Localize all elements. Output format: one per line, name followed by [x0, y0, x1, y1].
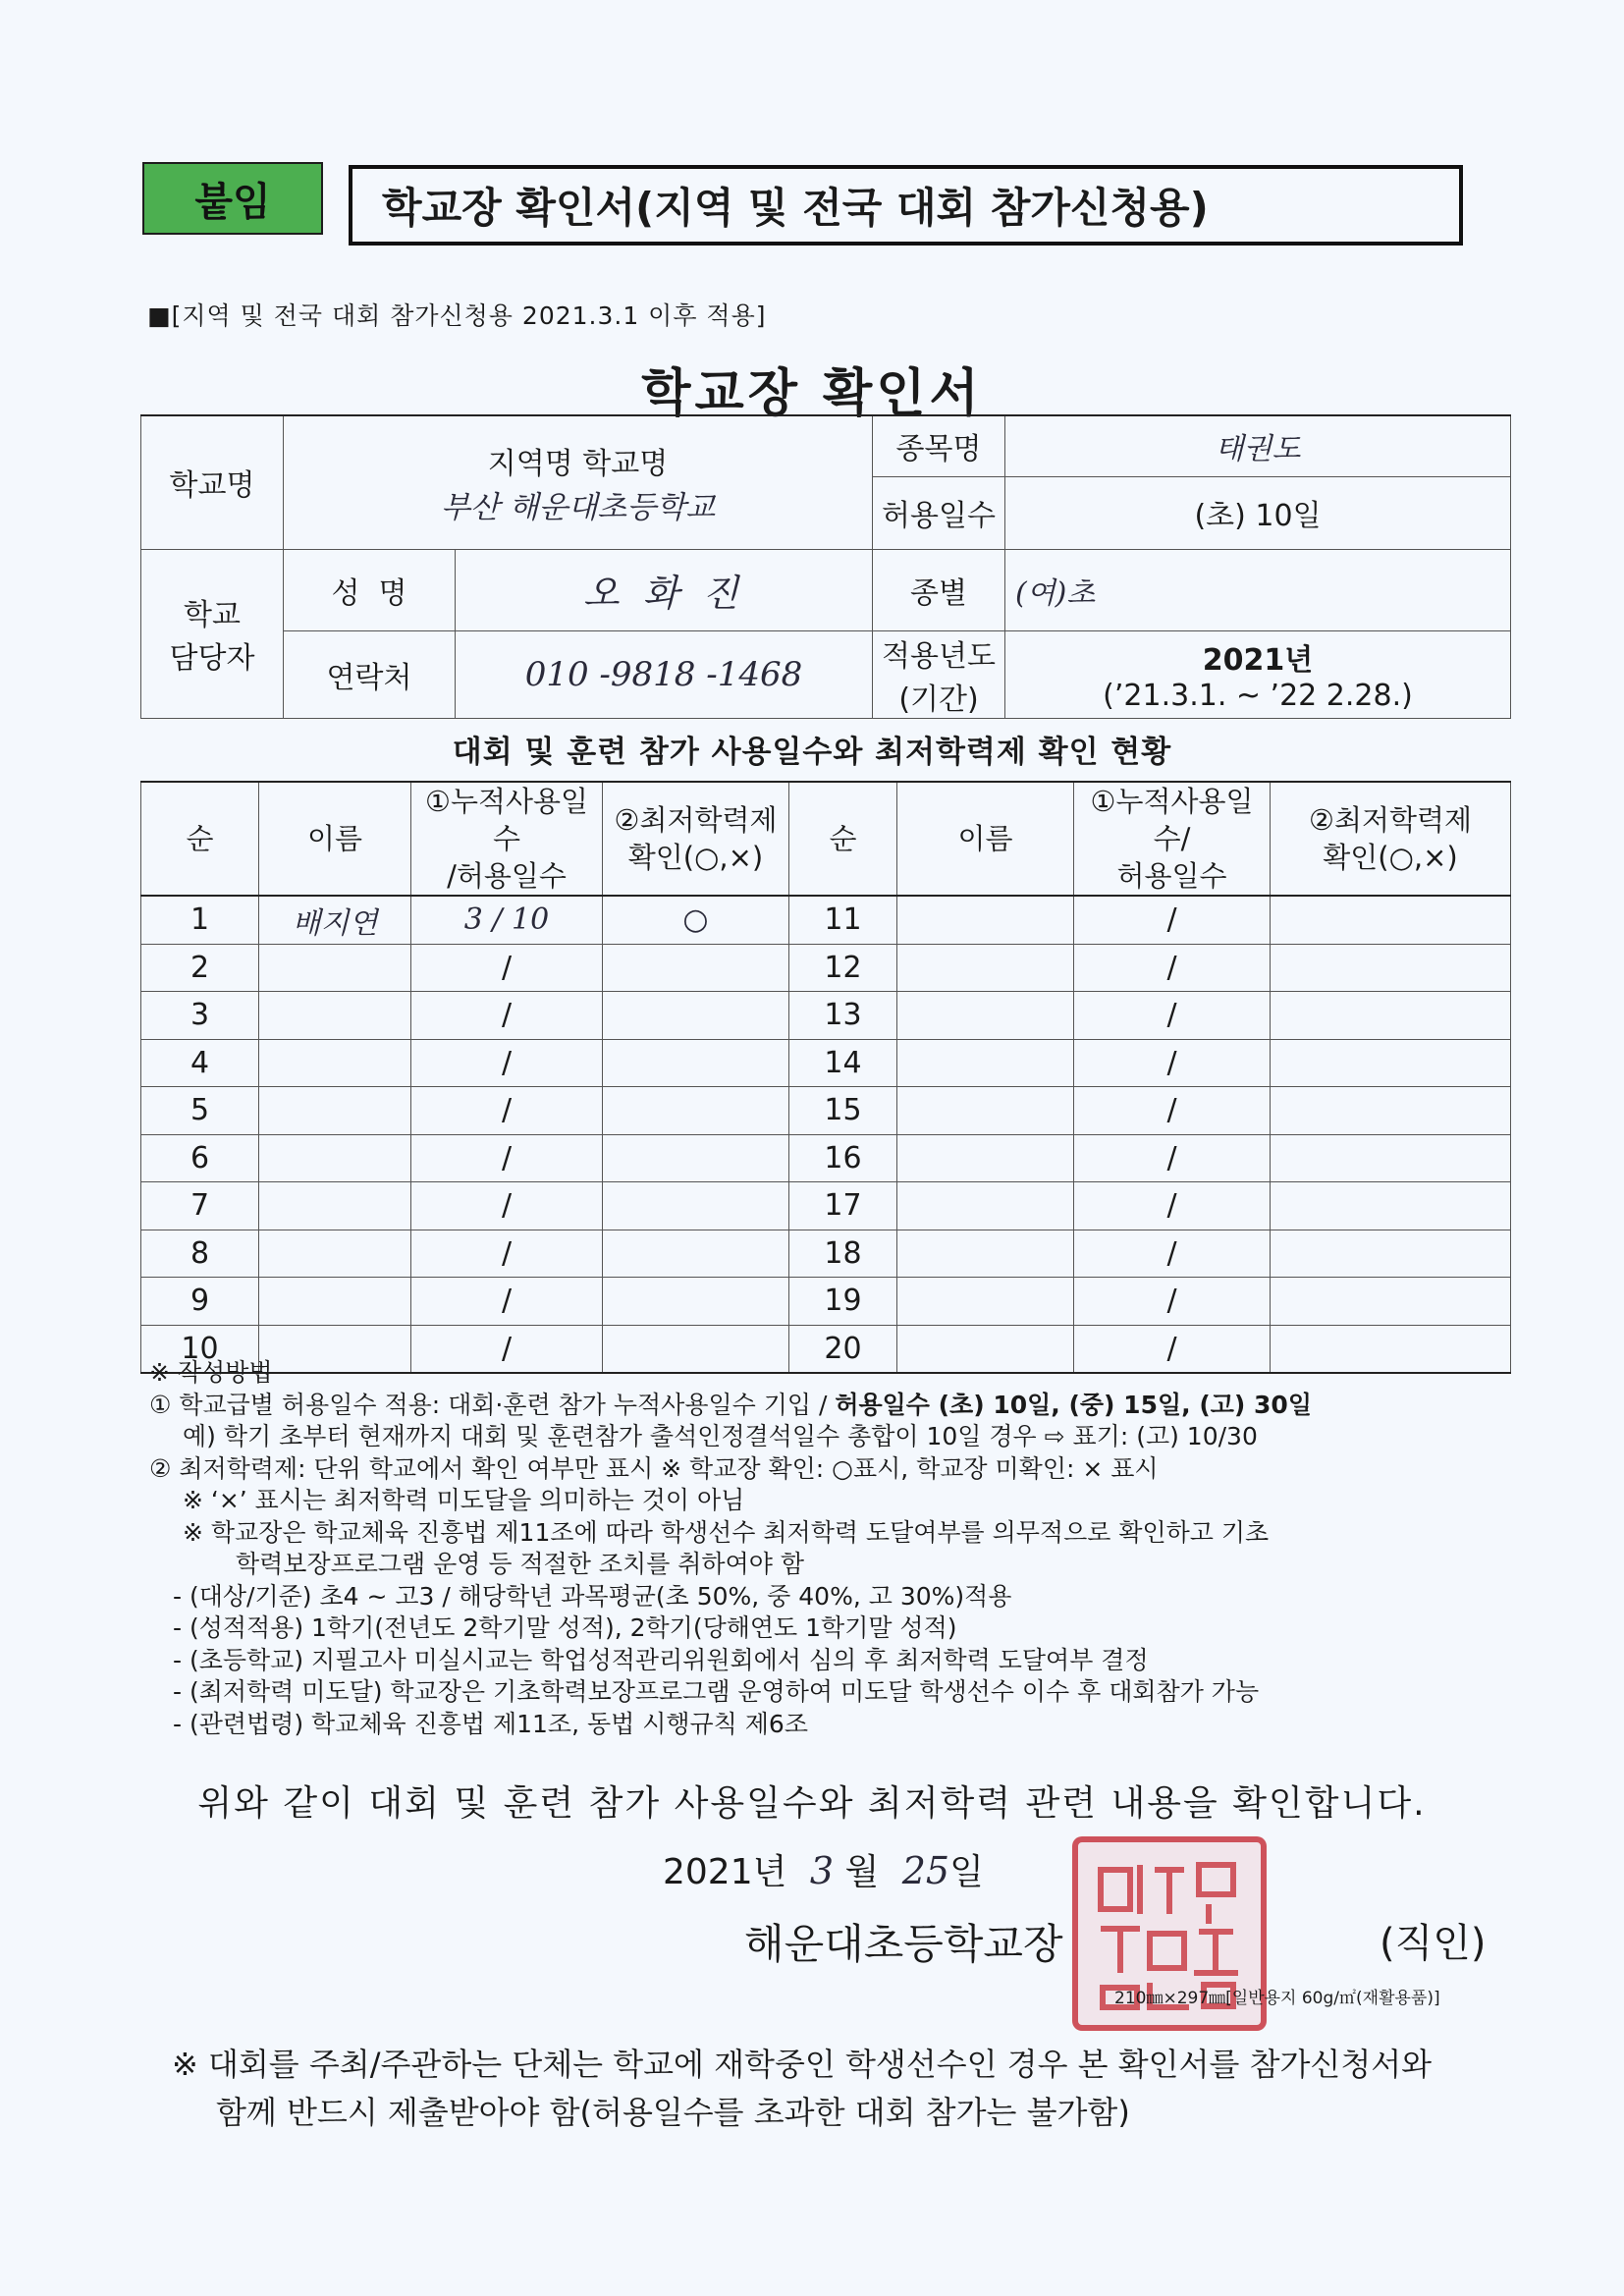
row-number-right: 11 — [789, 896, 897, 944]
min-academic-check: ○ — [603, 896, 789, 944]
note-2: ② 최저학력제: 단위 학교에서 확인 여부만 표시 ※ 학교장 확인: ○표시, 학교장 미확인: × 표시 — [149, 1453, 1159, 1483]
student-name-right — [897, 1182, 1074, 1230]
row-number: 2 — [141, 944, 259, 992]
days-used-right: / — [1074, 1278, 1271, 1326]
table-row — [141, 1087, 1511, 1135]
note-1 — [149, 1390, 1524, 1422]
table-row — [141, 1134, 1511, 1182]
days-used: / — [411, 992, 603, 1040]
row-number-right: 17 — [789, 1182, 897, 1230]
student-name — [259, 1087, 411, 1135]
days-used-right: / — [1074, 1325, 1271, 1373]
row-number: 9 — [141, 1278, 259, 1326]
row-number-right: 16 — [789, 1134, 897, 1182]
days-used-right: / — [1074, 1230, 1271, 1278]
table-row — [141, 944, 1511, 992]
days-used-right: / — [1074, 1134, 1271, 1182]
note-1c: 예) 학기 초부터 현재까지 대회 및 훈련참가 출석인정결석일수 총합이 10일 경우 ⇨ 표기: (고) 10/30 — [183, 1422, 1258, 1450]
header-min-right-2: 확인(○,×) — [1323, 841, 1458, 874]
date-month: 3 — [809, 1849, 835, 1892]
row-number: 3 — [141, 992, 259, 1040]
days-used: / — [411, 944, 603, 992]
date-month-label: 월 — [844, 1852, 880, 1892]
applicability-note: ■[지역 및 전국 대회 참가신청용 2021.3.1 이후 적용] — [147, 301, 767, 330]
min-academic-check — [603, 1087, 789, 1135]
header-days-2: /허용일수 — [447, 859, 567, 893]
student-name — [259, 992, 411, 1040]
usage-table — [140, 781, 1511, 1374]
table-row — [141, 1230, 1511, 1278]
header-min-1: ②최저학력제 — [614, 803, 778, 837]
note-1b: 허용일수 (초) 10일, (중) 15일, (고) 30일 — [835, 1390, 1312, 1419]
row-number: 1 — [141, 896, 259, 944]
header-min-2: 확인(○,×) — [627, 841, 764, 874]
days-used: / — [411, 1278, 603, 1326]
days-used-right: / — [1074, 1039, 1271, 1087]
detail-4: - (최저학력 미도달) 학교장은 기초학력보장프로그램 운영하여 미도달 학생선수 이수 후 대회참가 가능 — [173, 1677, 1260, 1706]
seal-label: (직인) — [1380, 1921, 1487, 1966]
min-academic-check — [603, 1039, 789, 1087]
min-academic-check — [603, 1182, 789, 1230]
days-used-right: / — [1074, 944, 1271, 992]
year-label — [873, 630, 1005, 718]
note-4a: ※ 학교장은 학교체육 진흥법 제11조에 따라 학생선수 최저학력 도달여부를 의무적으로 확인하고 기초 — [183, 1517, 1270, 1547]
school-cell — [284, 415, 873, 549]
detail-5: - (관련법령) 학교체육 진흥법 제11조, 동법 시행규칙 제6조 — [173, 1709, 808, 1738]
student-name: 배지연 — [259, 896, 411, 944]
header-days — [411, 782, 603, 896]
table-row — [141, 1278, 1511, 1326]
row-number: 5 — [141, 1087, 259, 1135]
min-academic-check-right — [1271, 1039, 1511, 1087]
days-used-right: / — [1074, 896, 1271, 944]
row-number: 10 — [141, 1325, 259, 1373]
school-value: 부산 해운대초등학교 — [440, 489, 716, 525]
date-day-label: 일 — [949, 1852, 984, 1892]
student-name — [259, 1039, 411, 1087]
min-academic-check-right — [1271, 1134, 1511, 1182]
table-header-row — [141, 782, 1511, 896]
detail-3: - (초등학교) 지필고사 미실시교는 학업성적관리위원회에서 심의 후 최저학력 도달여부 결정 — [173, 1645, 1149, 1674]
days-used: / — [411, 1325, 603, 1373]
row-number: 6 — [141, 1134, 259, 1182]
header-days-right-2: 허용일수 — [1116, 859, 1227, 893]
days-used-right: / — [1074, 992, 1271, 1040]
notes-heading: ※ 작성방법 — [149, 1358, 273, 1387]
section-title: 대회 및 훈련 참가 사용일수와 최저학력제 확인 현황 — [452, 735, 1172, 770]
date-day: 25 — [901, 1849, 950, 1892]
name-label: 성 명 — [284, 549, 456, 630]
min-academic-check-right — [1271, 1182, 1511, 1230]
student-name — [259, 1278, 411, 1326]
days-used: / — [411, 1087, 603, 1135]
header-min-right-1: ②최저학력제 — [1308, 803, 1473, 837]
manager-label-2: 담당자 — [169, 641, 255, 676]
row-number: 4 — [141, 1039, 259, 1087]
gender-label: 종별 — [873, 549, 1005, 630]
row-number-right: 15 — [789, 1087, 897, 1135]
min-academic-check — [603, 992, 789, 1040]
student-name-right — [897, 896, 1074, 944]
student-name — [259, 1134, 411, 1182]
days-used: / — [411, 1182, 603, 1230]
min-academic-check-right — [1271, 1230, 1511, 1278]
final-note-2: 함께 반드시 제출받아야 함(허용일수를 초과한 대회 참가는 불가함) — [216, 2094, 1130, 2131]
confirmation-statement: 위와 같이 대회 및 훈련 참가 사용일수와 최저학력 관련 내용을 확인합니다. — [197, 1783, 1427, 1824]
row-number-right: 13 — [789, 992, 897, 1040]
header-name-right: 이름 — [897, 782, 1074, 896]
student-name-right — [897, 1087, 1074, 1135]
allowed-days-value: (초) 10일 — [1005, 476, 1511, 549]
student-name-right — [897, 1230, 1074, 1278]
days-used: / — [411, 1230, 603, 1278]
note-1a: ① 학교급별 허용일수 적용: 대회·훈련 참가 누적사용일수 기입 / — [149, 1390, 836, 1419]
attachment-tag: 붙임 — [142, 162, 323, 235]
year-value-1: 2021년 — [1202, 643, 1314, 678]
document-title: 학교장 확인서 — [641, 364, 983, 423]
header-name: 이름 — [259, 782, 411, 896]
student-name-right — [897, 1278, 1074, 1326]
days-used: / — [411, 1134, 603, 1182]
min-academic-check-right — [1271, 944, 1511, 992]
row-number: 7 — [141, 1182, 259, 1230]
contact-value: 010 -9818 -1468 — [456, 630, 873, 718]
row-number-right: 20 — [789, 1325, 897, 1373]
school-sub-label: 지역명 학교명 — [487, 446, 669, 481]
year-value — [1005, 630, 1511, 718]
table-row — [141, 896, 1511, 944]
year-value-2: (’21.3.1. ~ ’22 2.28.) — [1103, 679, 1413, 713]
form-title: 학교장 확인서(지역 및 전국 대회 참가신청용) — [349, 165, 1463, 246]
paper-spec: 210㎜×297㎜[일반용지 60g/㎡(재활용품)] — [1114, 1989, 1440, 2008]
student-name-right — [897, 944, 1074, 992]
student-name-right — [897, 992, 1074, 1040]
row-number-right: 12 — [789, 944, 897, 992]
table-row — [141, 1182, 1511, 1230]
min-academic-check — [603, 944, 789, 992]
student-name-right — [897, 1039, 1074, 1087]
min-academic-check-right — [1271, 1087, 1511, 1135]
table-row — [141, 992, 1511, 1040]
days-used-right: / — [1074, 1087, 1271, 1135]
manager-label-1: 학교 — [184, 598, 241, 632]
header-days-right-1: ①누적사용일수/ — [1090, 785, 1254, 855]
row-number-right: 14 — [789, 1039, 897, 1087]
instructions — [149, 1357, 1524, 1740]
note-4b: 학력보장프로그램 운영 등 적절한 조치를 취하여야 함 — [236, 1550, 804, 1578]
header-no-right: 순 — [789, 782, 897, 896]
manager-label — [141, 549, 284, 718]
row-number-right: 19 — [789, 1278, 897, 1326]
min-academic-check — [603, 1230, 789, 1278]
header-days-right — [1074, 782, 1271, 896]
final-note — [172, 2041, 1546, 2137]
table-row — [141, 1039, 1511, 1087]
detail-1: - (대상/기준) 초4 ~ 고3 / 해당학년 과목평균(초 50%, 중 40%, 고 30%)적용 — [173, 1581, 1012, 1611]
min-academic-check-right — [1271, 992, 1511, 1040]
min-academic-check — [603, 1278, 789, 1326]
student-name-right — [897, 1134, 1074, 1182]
header-min-right — [1271, 782, 1511, 896]
final-note-1: ※ 대회를 주최/주관하는 단체는 학교에 재학중인 학생선수인 경우 본 확인서를 참가신청서와 — [172, 2046, 1433, 2083]
year-label-1: 적용년도 — [882, 638, 996, 674]
days-used: / — [411, 1039, 603, 1087]
signed-date — [663, 1844, 984, 1894]
note-3: ※ ‘×’ 표시는 최저학력 미도달을 의미하는 것이 아님 — [183, 1486, 745, 1514]
header-days-1: ①누적사용일수 — [424, 785, 589, 855]
student-name — [259, 944, 411, 992]
allowed-days-label: 허용일수 — [873, 476, 1005, 549]
detail-2: - (성적적용) 1학기(전년도 2학기말 성적), 2학기(당해연도 1학기말 성적) — [173, 1613, 957, 1642]
min-academic-check-right — [1271, 1278, 1511, 1326]
principal-name: 해운대초등학교장 — [744, 1920, 1063, 1968]
header-min — [603, 782, 789, 896]
row-number-right: 18 — [789, 1230, 897, 1278]
student-name — [259, 1230, 411, 1278]
info-table — [140, 414, 1511, 719]
min-academic-check-right — [1271, 896, 1511, 944]
row-number: 8 — [141, 1230, 259, 1278]
event-value: 태권도 — [1005, 415, 1511, 476]
gender-value: (여)초 — [1005, 549, 1511, 630]
days-used: 3 / 10 — [411, 896, 603, 944]
date-year: 2021년 — [663, 1852, 787, 1892]
header-no: 순 — [141, 782, 259, 896]
school-label: 학교명 — [141, 415, 284, 549]
student-name — [259, 1182, 411, 1230]
days-used-right: / — [1074, 1182, 1271, 1230]
min-academic-check — [603, 1134, 789, 1182]
name-value: 오 화 진 — [456, 549, 873, 630]
event-label: 종목명 — [873, 415, 1005, 476]
year-label-2: (기간) — [898, 682, 979, 717]
contact-label: 연락처 — [284, 630, 456, 718]
